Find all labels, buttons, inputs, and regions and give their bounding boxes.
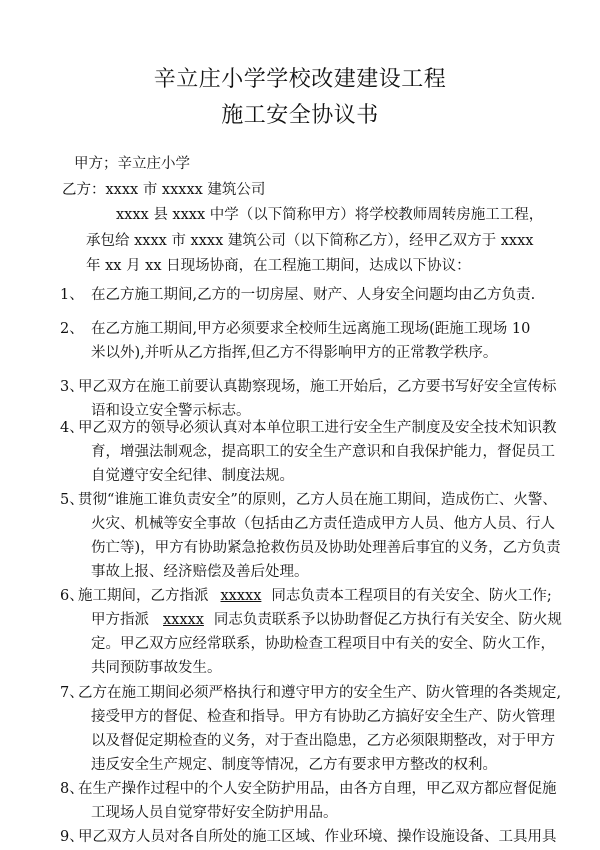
clause-number: 2、: [60, 321, 84, 337]
clause-text: 在生产操作过程中的个人安全防护用品，由各方自理，甲乙双方都应督促施: [78, 781, 557, 797]
clause-text: 工现场人员自觉穿带好安全防护用品。: [91, 805, 338, 821]
clause-text: 违反安全生产规定、制度等情况，乙方有要求甲方整改的权利。: [91, 757, 497, 773]
clause6-b-prefix: 甲方指派: [91, 612, 149, 628]
assignee-b-name: xxxxx: [220, 588, 262, 604]
clause-text: 贯彻“谁施工谁负责安全”的原则，乙方人员在施工期间，造成伤亡、火警、: [78, 492, 557, 508]
clause-number: 5、: [60, 492, 84, 508]
clause6-a-suffix: 同志负责本工程项目的有关安全、防火工作;: [271, 588, 552, 604]
clause6-b-suffix: 同志负责联系予以协助督促乙方执行有关安全、防火规: [213, 612, 562, 628]
clause-text: 伤亡等)，甲方有协助紧急抢救伤员及协助处理善后事宜的义务，乙方负责: [91, 540, 561, 556]
clause-text: [91, 613, 562, 628]
document-title-line2: 施工安全协议书: [221, 103, 379, 128]
clause-text: [78, 589, 552, 604]
party-b: 乙方：xxxx 市 xxxxx 建筑公司: [62, 182, 266, 198]
clause-number: 4、: [60, 420, 84, 436]
intro-line: 承包给 xxxx 市 xxxx 建筑公司（以下简称乙方），经甲乙双方于 xxxx: [86, 233, 534, 249]
clause-number: 6、: [60, 588, 84, 604]
clause-text: 语和设立安全警示标志。: [91, 403, 251, 419]
assignee-a-name: xxxxx: [163, 612, 204, 628]
clause-number: 8、: [60, 781, 84, 797]
clause-text: 乙方在施工期间必须严格执行和遵守甲方的安全生产、防火管理的各类规定,: [78, 685, 562, 701]
clause-text: 甲乙双方在施工前要认真勘察现场，施工开始后，乙方要书写好安全宣传标: [78, 379, 557, 395]
clause-text: 甲乙双方人员对各自所处的施工区域、作业环境、操作设施设备、工具用具: [78, 829, 557, 845]
clause-text: 在乙方施工期间,甲方必须要求全校师生远离施工现场(距施工现场 10: [91, 321, 531, 337]
clause-number: 3、: [60, 379, 84, 395]
clause-text: 在乙方施工期间,乙方的一切房屋、财产、人身安全问题均由乙方负责.: [91, 287, 536, 303]
clause-text: 米以外),并听从乙方指挥,但乙方不得影响甲方的正常教学秩序。: [91, 345, 498, 361]
clause-text: 甲乙双方的领导必须认真对本单位职工进行安全生产制度及安全技术知识教: [78, 420, 557, 436]
document-title-line1: 辛立庄小学学校改建建设工程: [153, 67, 447, 92]
clause6-a-prefix: 施工期间，乙方指派: [78, 588, 209, 604]
clause-text: 火灾、机械等安全事故（包括由乙方责任造成甲方人员、他方人员、行人: [91, 516, 555, 532]
clause-text: 接受甲方的督促、检查和指导。甲方有协助乙方搞好安全生产、防火管理: [91, 709, 555, 725]
clause-text: 以及督促定期检查的义务，对于查出隐患，乙方必须限期整改，对于甲方: [91, 733, 555, 749]
clause-text: 育，增强法制观念，提高职工的安全生产意识和自我保护能力，督促员工: [91, 444, 555, 460]
clause-number: 1、: [60, 287, 84, 303]
clause-number: 7、: [60, 685, 84, 701]
clause-text: 共同预防事故发生。: [91, 660, 222, 676]
clause-text: 定。甲乙双方应经常联系，协助检查工程项目中有关的安全、防火工作，: [91, 636, 555, 652]
clause-number: 9、: [60, 829, 84, 845]
intro-line: 年 xx 月 xx 日现场协商，在工程施工期间，达成以下协议：: [86, 258, 471, 274]
party-a: 甲方；辛立庄小学: [74, 156, 190, 172]
clause-text: 自觉遵守安全纪律、制度法规。: [91, 468, 294, 484]
clause-text: 事故上报、经济赔偿及善后处理。: [91, 564, 309, 580]
intro-line: xxxx 县 xxxx 中学（以下简称甲方）将学校教师周转房施工工程，: [116, 207, 544, 223]
